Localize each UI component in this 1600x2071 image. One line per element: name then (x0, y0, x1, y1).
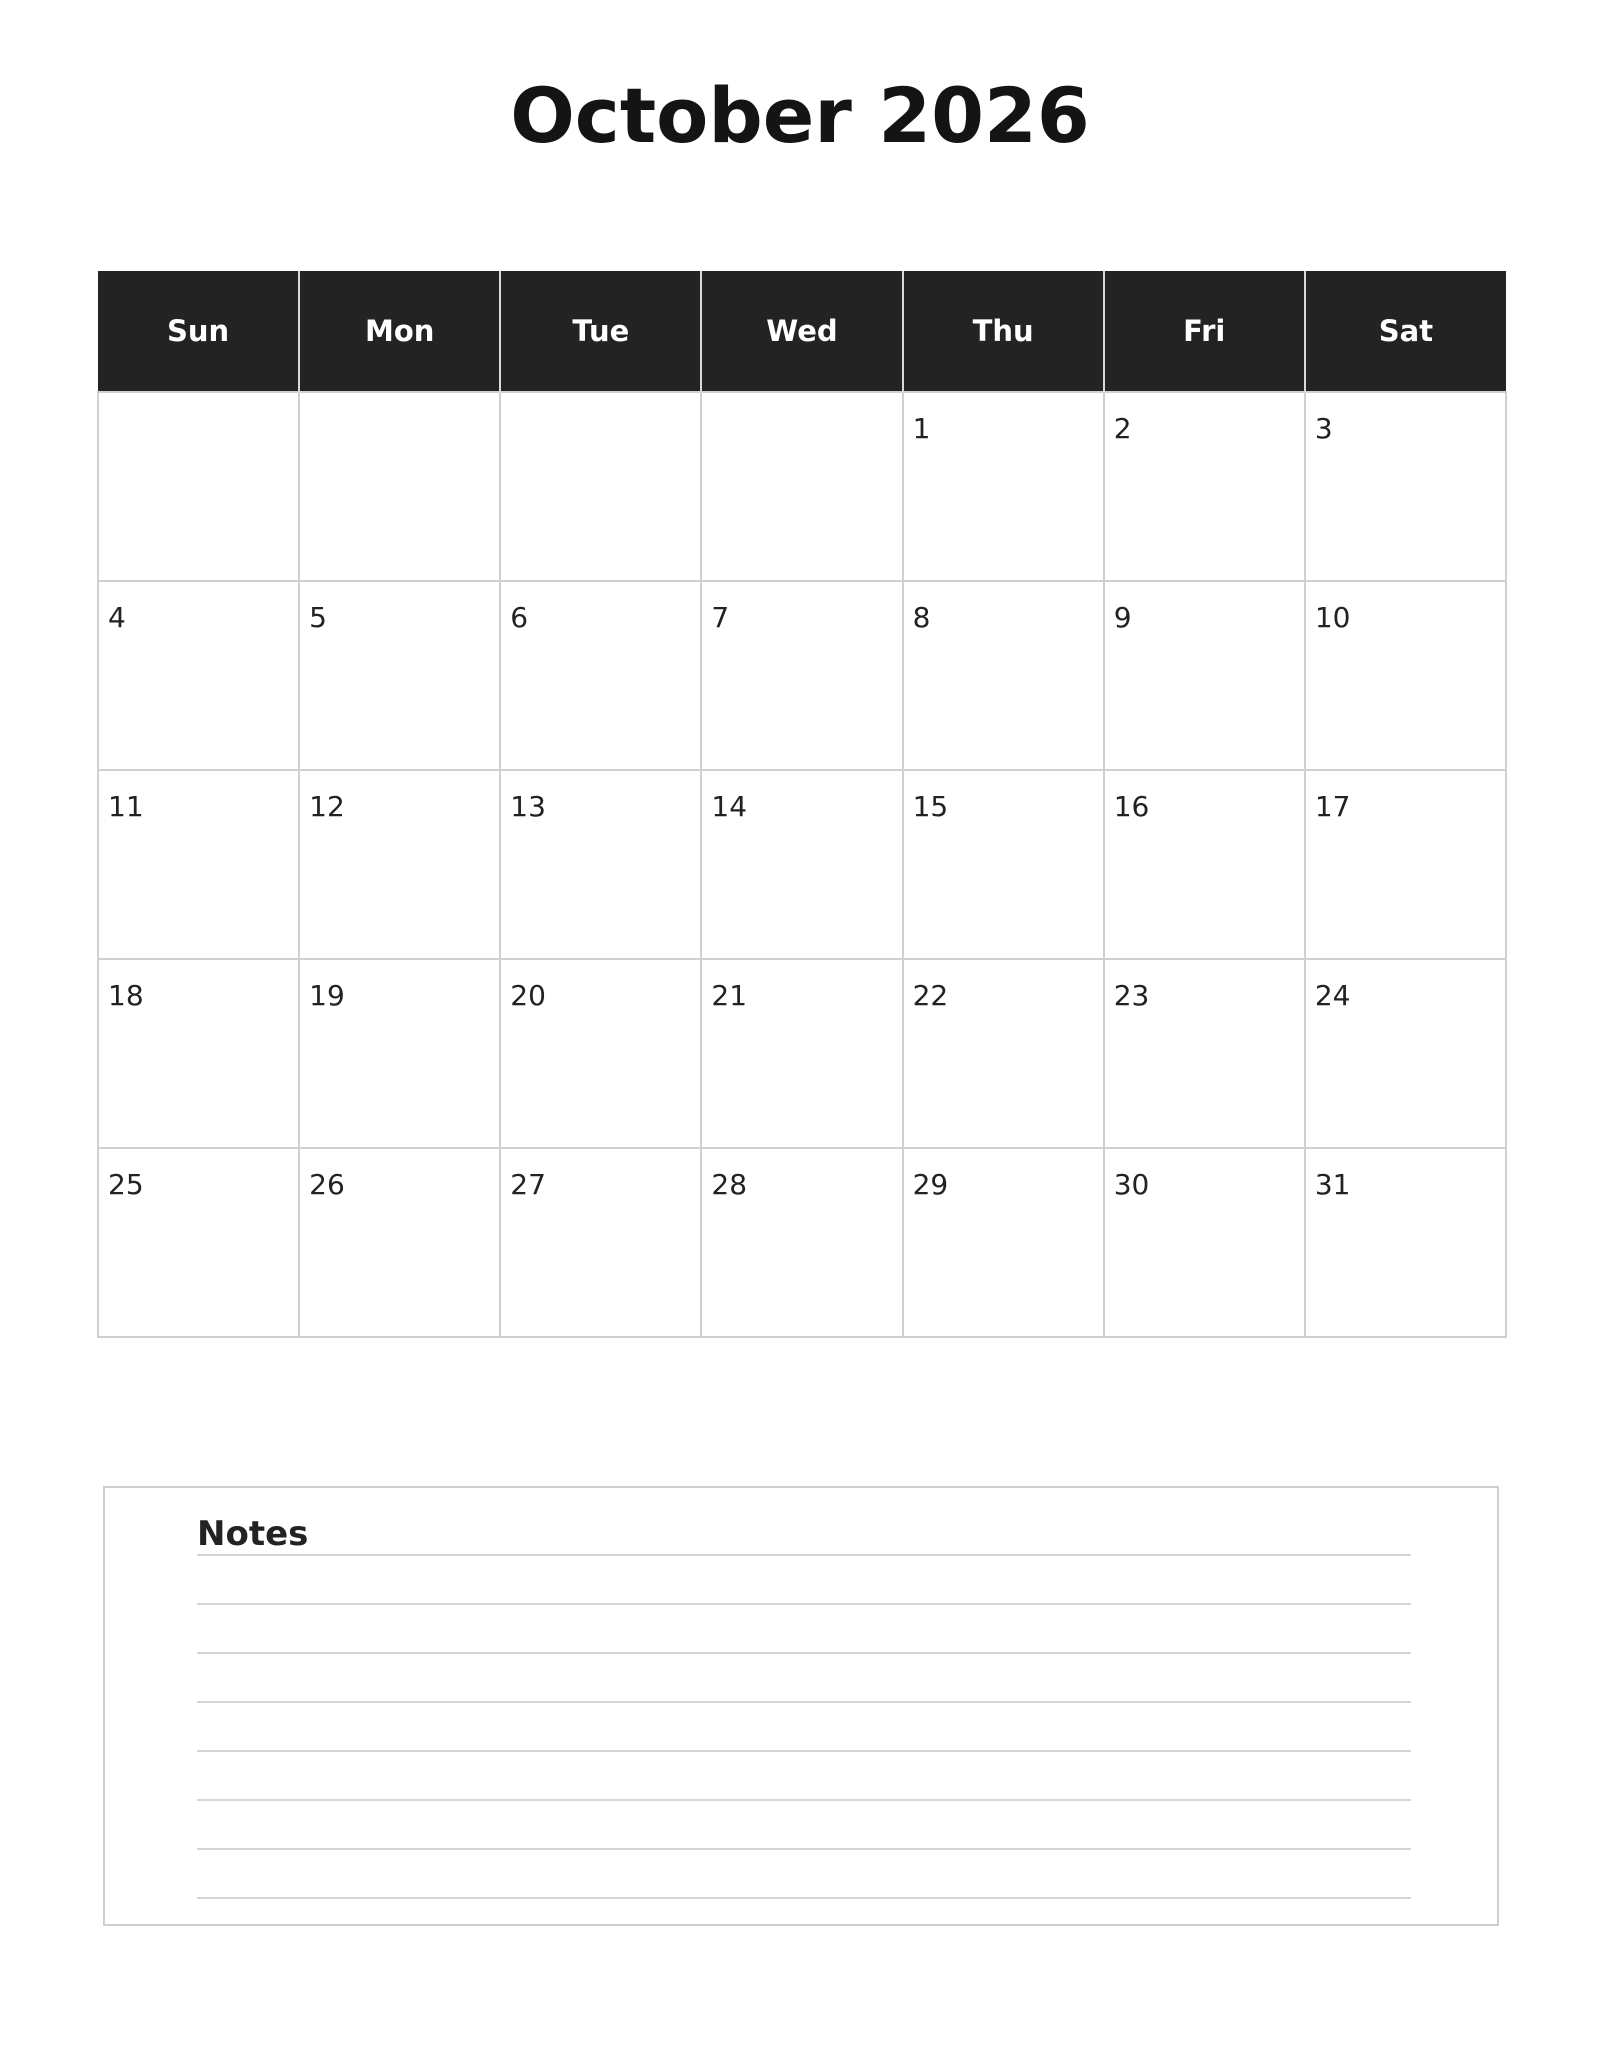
day-cell[interactable] (701, 770, 902, 959)
day-number: 20 (510, 979, 546, 1012)
day-number: 12 (309, 790, 345, 823)
day-cell[interactable] (1305, 392, 1506, 581)
day-number: 11 (108, 790, 144, 823)
day-cell[interactable] (701, 392, 902, 581)
day-number: 18 (108, 979, 144, 1012)
weekday-sun: Sun (98, 271, 299, 392)
day-number (99, 393, 298, 411)
day-cell[interactable] (299, 392, 500, 581)
day-number: 21 (711, 979, 748, 1012)
day-cell[interactable] (1104, 770, 1305, 959)
day-cell[interactable] (701, 959, 902, 1148)
day-cell[interactable] (299, 1148, 500, 1337)
day-cell[interactable] (903, 581, 1104, 770)
note-line[interactable] (197, 1652, 1411, 1654)
day-cell[interactable] (1104, 1148, 1305, 1337)
day-cell[interactable] (299, 581, 500, 770)
day-cell[interactable] (98, 581, 299, 770)
day-number: 3 (1314, 412, 1333, 445)
day-number: 9 (1113, 601, 1132, 634)
weekday-thu: Thu (903, 271, 1104, 392)
day-cell[interactable] (1305, 770, 1506, 959)
note-line[interactable] (197, 1897, 1411, 1899)
day-number: 28 (711, 1168, 748, 1201)
day-number: 7 (711, 601, 730, 634)
day-number: 25 (108, 1168, 144, 1201)
day-number: 10 (1314, 601, 1351, 634)
day-cell[interactable] (500, 1148, 701, 1337)
day-cell[interactable] (1305, 959, 1506, 1148)
note-line[interactable] (197, 1848, 1411, 1850)
day-number: 29 (912, 1168, 949, 1201)
day-number: 6 (510, 601, 529, 634)
day-number: 15 (912, 790, 949, 823)
week-row-1 (98, 392, 1506, 581)
weekday-mon: Mon (299, 271, 500, 392)
week-row-5 (98, 1148, 1506, 1337)
day-cell[interactable] (500, 770, 701, 959)
day-cell[interactable] (98, 392, 299, 581)
day-cell[interactable] (903, 770, 1104, 959)
day-cell[interactable] (299, 959, 500, 1148)
day-cell[interactable] (98, 1148, 299, 1337)
day-number: 19 (309, 979, 345, 1012)
day-number (501, 393, 700, 411)
day-cell[interactable] (1305, 1148, 1506, 1337)
notes-box (103, 1486, 1499, 1926)
day-number: 13 (510, 790, 546, 823)
day-cell[interactable] (299, 770, 500, 959)
day-number: 8 (912, 601, 931, 634)
page-title: October 2026 (510, 71, 1090, 160)
week-row-3 (98, 770, 1506, 959)
day-cell[interactable] (701, 581, 902, 770)
notes-title: Notes (197, 1514, 309, 1554)
day-cell[interactable] (500, 581, 701, 770)
note-line[interactable] (197, 1603, 1411, 1605)
day-cell[interactable] (500, 392, 701, 581)
day-number: 1 (912, 412, 931, 445)
day-number: 31 (1314, 1168, 1351, 1201)
week-row-2 (98, 581, 1506, 770)
day-number: 26 (309, 1168, 345, 1201)
day-cell[interactable] (500, 959, 701, 1148)
weekday-tue: Tue (500, 271, 701, 392)
day-cell[interactable] (1104, 581, 1305, 770)
weekday-wed: Wed (701, 271, 902, 392)
calendar-grid (97, 271, 1507, 1338)
day-number: 17 (1314, 790, 1351, 823)
day-cell[interactable] (1305, 581, 1506, 770)
day-cell[interactable] (1104, 392, 1305, 581)
day-number: 2 (1113, 412, 1132, 445)
day-number: 16 (1113, 790, 1150, 823)
day-cell[interactable] (701, 1148, 902, 1337)
day-cell[interactable] (1104, 959, 1305, 1148)
day-number: 14 (711, 790, 748, 823)
day-cell[interactable] (98, 770, 299, 959)
day-number: 30 (1113, 1168, 1150, 1201)
day-cell[interactable] (98, 959, 299, 1148)
day-number (300, 393, 499, 411)
day-cell[interactable] (903, 959, 1104, 1148)
day-number: 24 (1314, 979, 1351, 1012)
weekday-sat: Sat (1305, 271, 1506, 392)
day-number: 5 (309, 601, 327, 634)
day-cell[interactable] (903, 1148, 1104, 1337)
day-number: 4 (108, 601, 126, 634)
week-row-4 (98, 959, 1506, 1148)
note-line[interactable] (197, 1750, 1411, 1752)
note-line[interactable] (197, 1799, 1411, 1801)
day-number: 23 (1113, 979, 1150, 1012)
weekday-header-row (98, 271, 1506, 392)
note-line[interactable] (197, 1701, 1411, 1703)
day-number: 27 (510, 1168, 546, 1201)
day-number (702, 393, 901, 411)
day-cell[interactable] (903, 392, 1104, 581)
day-number: 22 (912, 979, 949, 1012)
note-line[interactable] (197, 1554, 1411, 1556)
weekday-fri: Fri (1104, 271, 1305, 392)
